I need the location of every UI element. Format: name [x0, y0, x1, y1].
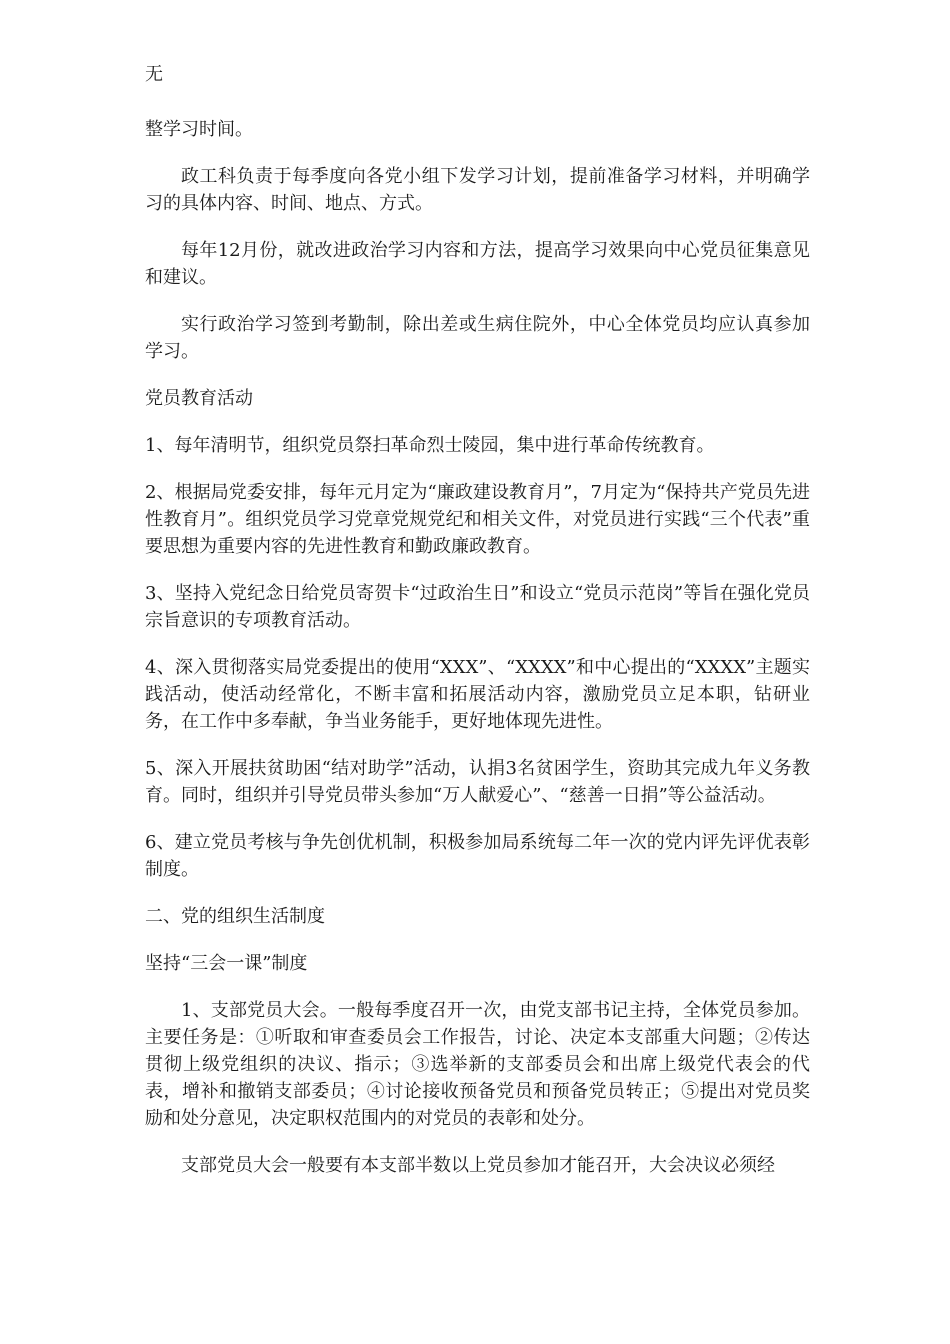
- section-heading-education: 党员教育活动: [145, 388, 253, 409]
- list-item-4: 4、深入贯彻落实局党委提出的使用“XXX”、“XXXX”和中心提出的“XXXX”主题实践活动，使活动经常化，不断丰富和拓展活动内容，激励党员立足本职，钻研业务，在工作中多奉献，争当业务能手，更好地体现先进性。: [145, 657, 810, 732]
- document-page: [145, 60, 810, 1199]
- paragraph-study-plan: 政工科负责于每季度向各党小组下发学习计划，提前准备学习材料，并明确学习的具体内容、时间、地点、方式。: [145, 166, 810, 214]
- paragraph-meeting-quorum: 支部党员大会一般要有本支部半数以上党员参加才能召开，大会决议必须经: [181, 1155, 775, 1176]
- paragraph-branch-meeting: 1、支部党员大会。一般每季度召开一次，由党支部书记主持，全体党员参加。主要任务是：①听取和审查委员会工作报告，讨论、决定本支部重大问题；②传达贯彻上级党组织的决议、指示；③选举新的支部委员会和出席上级党代表会的代表，增补和撤销支部委员；④讨论接收预备党员和预备党员转正；⑤提出对党员奖励和处分意见，决定职权范围内的对党员的表彰和处分。: [145, 1000, 810, 1129]
- list-item-1: 1、每年清明节，组织党员祭扫革命烈士陵园，集中进行革命传统教育。: [145, 435, 715, 456]
- paragraph-attendance: 实行政治学习签到考勤制，除出差或生病住院外，中心全体党员均应认真参加学习。: [145, 314, 810, 362]
- subheading-three-meetings: 坚持“三会一课”制度: [145, 953, 308, 974]
- list-item-3: 3、坚持入党纪念日给党员寄贺卡“过政治生日”和设立“党员示范岗”等旨在强化党员宗旨意识的专项教育活动。: [145, 583, 810, 631]
- header-mark: 无: [145, 64, 163, 85]
- list-item-2: 2、根据局党委安排，每年元月定为“廉政建设教育月”，7月定为“保持共产党员先进性教育月”。组织党员学习党章党规党纪和相关文件，对党员进行实践“三个代表”重要思想为重要内容的先进性教育和勤政廉政教育。: [145, 482, 810, 557]
- paragraph-study-time: 整学习时间。: [145, 119, 253, 140]
- list-item-6: 6、建立党员考核与争先创优机制，积极参加局系统每二年一次的党内评先评优表彰制度。: [145, 832, 810, 880]
- paragraph-december-feedback: 每年12月份，就改进政治学习内容和方法，提高学习效果向中心党员征集意见和建议。: [145, 240, 810, 288]
- list-item-5: 5、深入开展扶贫助困“结对助学”活动，认捐3名贫困学生，资助其完成九年义务教育。同时，组织并引导党员带头参加“万人献爱心”、“慈善一日捐”等公益活动。: [145, 758, 810, 806]
- section-heading-organization: 二、党的组织生活制度: [145, 906, 325, 927]
